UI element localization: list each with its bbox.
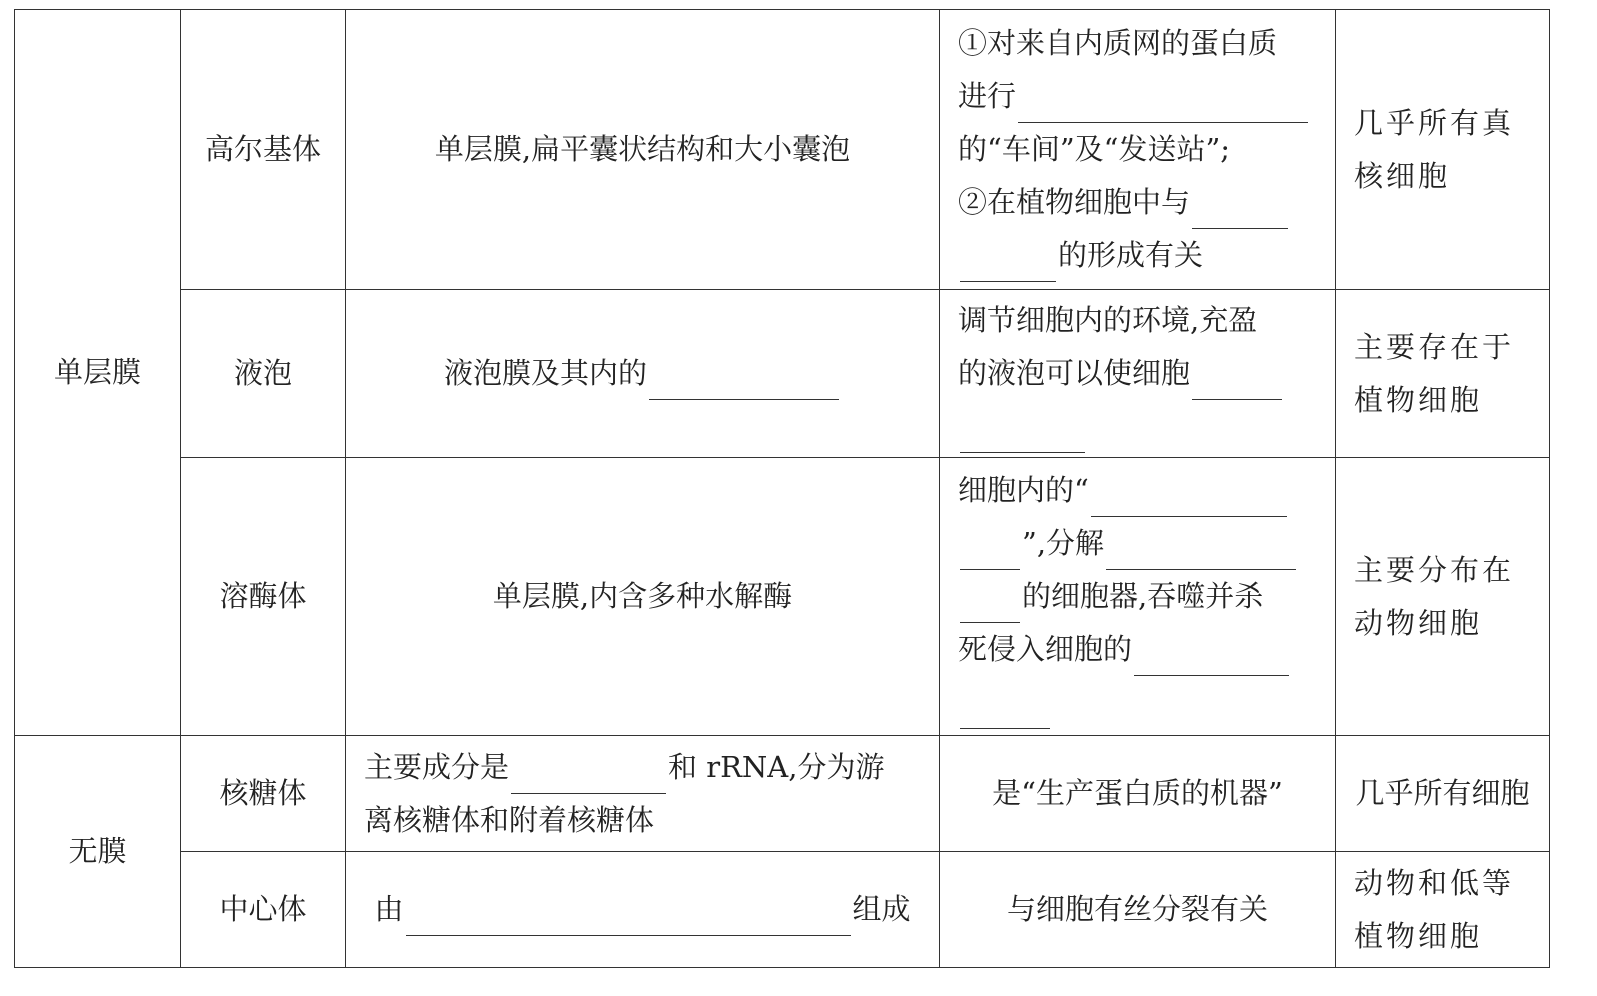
fill-blank[interactable]	[1134, 641, 1289, 676]
fill-blank[interactable]	[960, 418, 1085, 453]
function-lysosome-text: 死侵入细胞的	[958, 632, 1133, 666]
fill-blank[interactable]	[649, 365, 839, 400]
fill-blank[interactable]	[511, 759, 666, 794]
function-golgi	[940, 10, 1336, 290]
structure-centrosome-text: 由	[374, 892, 404, 926]
fill-blank[interactable]	[960, 247, 1056, 282]
fill-blank[interactable]	[960, 588, 1020, 623]
structure-vacuole	[346, 290, 940, 458]
structure-centrosome	[346, 852, 940, 968]
location-ribosome: 几乎所有细胞	[1336, 736, 1550, 852]
structure-centrosome-text: 组成	[852, 892, 911, 926]
function-golgi-line1: ①对来自内质网的蛋白质	[958, 26, 1278, 60]
organelle-name-lysosome: 溶酶体	[181, 458, 346, 736]
structure-ribosome-text: 主要成分是	[364, 749, 510, 784]
function-lysosome-text: 细胞内的“	[958, 473, 1089, 507]
fill-blank[interactable]	[1091, 482, 1287, 517]
fill-blank[interactable]	[960, 694, 1050, 729]
function-ribosome: 是“生产蛋白质的机器”	[940, 736, 1336, 852]
function-vacuole-text: 的液泡可以使细胞	[958, 356, 1191, 390]
fill-blank[interactable]	[1192, 194, 1288, 229]
function-lysosome-line3	[958, 570, 1321, 623]
category-single-membrane: 单层膜	[15, 10, 181, 736]
function-golgi-text: ②在植物细胞中与	[958, 185, 1191, 219]
structure-golgi: 单层膜,扁平囊状结构和大小囊泡	[346, 10, 940, 290]
function-centrosome: 与细胞有丝分裂有关	[940, 852, 1336, 968]
organelle-table	[14, 9, 1550, 968]
location-golgi: 几乎所有真核细胞	[1336, 10, 1550, 290]
function-lysosome-text: 的细胞器,吞噬并杀	[1022, 579, 1264, 613]
function-golgi-line4	[958, 176, 1321, 229]
function-lysosome-text: ”,分解	[1022, 526, 1105, 560]
table-row-centrosome	[15, 852, 1550, 968]
table-row-ribosome	[15, 736, 1550, 852]
function-vacuole-line1: 调节细胞内的环境,充盈	[958, 303, 1258, 337]
function-vacuole	[940, 290, 1336, 458]
structure-ribosome	[346, 736, 940, 852]
table-row-vacuole	[15, 290, 1550, 458]
fill-blank[interactable]	[1018, 88, 1308, 123]
organelle-name-ribosome: 核糖体	[181, 736, 346, 852]
structure-lysosome: 单层膜,内含多种水解酶	[346, 458, 940, 736]
table-row-golgi	[15, 10, 1550, 290]
structure-vacuole-text: 液泡膜及其内的	[443, 356, 647, 390]
fill-blank[interactable]	[1106, 535, 1296, 570]
function-lysosome-line1	[958, 464, 1321, 517]
organelle-name-centrosome: 中心体	[181, 852, 346, 968]
category-no-membrane: 无膜	[15, 736, 181, 968]
function-vacuole-line3	[958, 400, 1321, 453]
function-lysosome	[940, 458, 1336, 736]
function-vacuole-line2	[958, 347, 1321, 400]
organelle-name-golgi: 高尔基体	[181, 10, 346, 290]
function-golgi-line3: 的“车间”及“发送站”;	[958, 132, 1231, 166]
location-vacuole: 主要存在于植物细胞	[1336, 290, 1550, 458]
function-lysosome-line4	[958, 623, 1321, 676]
function-golgi-line5	[958, 229, 1321, 282]
fill-blank[interactable]	[1192, 365, 1282, 400]
table-row-lysosome	[15, 458, 1550, 736]
function-golgi-line2	[958, 70, 1321, 123]
function-lysosome-line5	[958, 676, 1321, 729]
location-lysosome: 主要分布在动物细胞	[1336, 458, 1550, 736]
location-centrosome: 动物和低等植物细胞	[1336, 852, 1550, 968]
structure-ribosome-line1	[364, 741, 925, 794]
function-golgi-text: 进行	[958, 79, 1017, 113]
fill-blank[interactable]	[960, 535, 1020, 570]
fill-blank[interactable]	[406, 901, 851, 936]
function-lysosome-line2	[958, 517, 1321, 570]
structure-ribosome-text: 和 rRNA,分为游	[668, 749, 885, 784]
function-golgi-text: 的形成有关	[1058, 238, 1204, 272]
structure-ribosome-line2: 离核糖体和附着核糖体	[364, 802, 655, 837]
organelle-name-vacuole: 液泡	[181, 290, 346, 458]
